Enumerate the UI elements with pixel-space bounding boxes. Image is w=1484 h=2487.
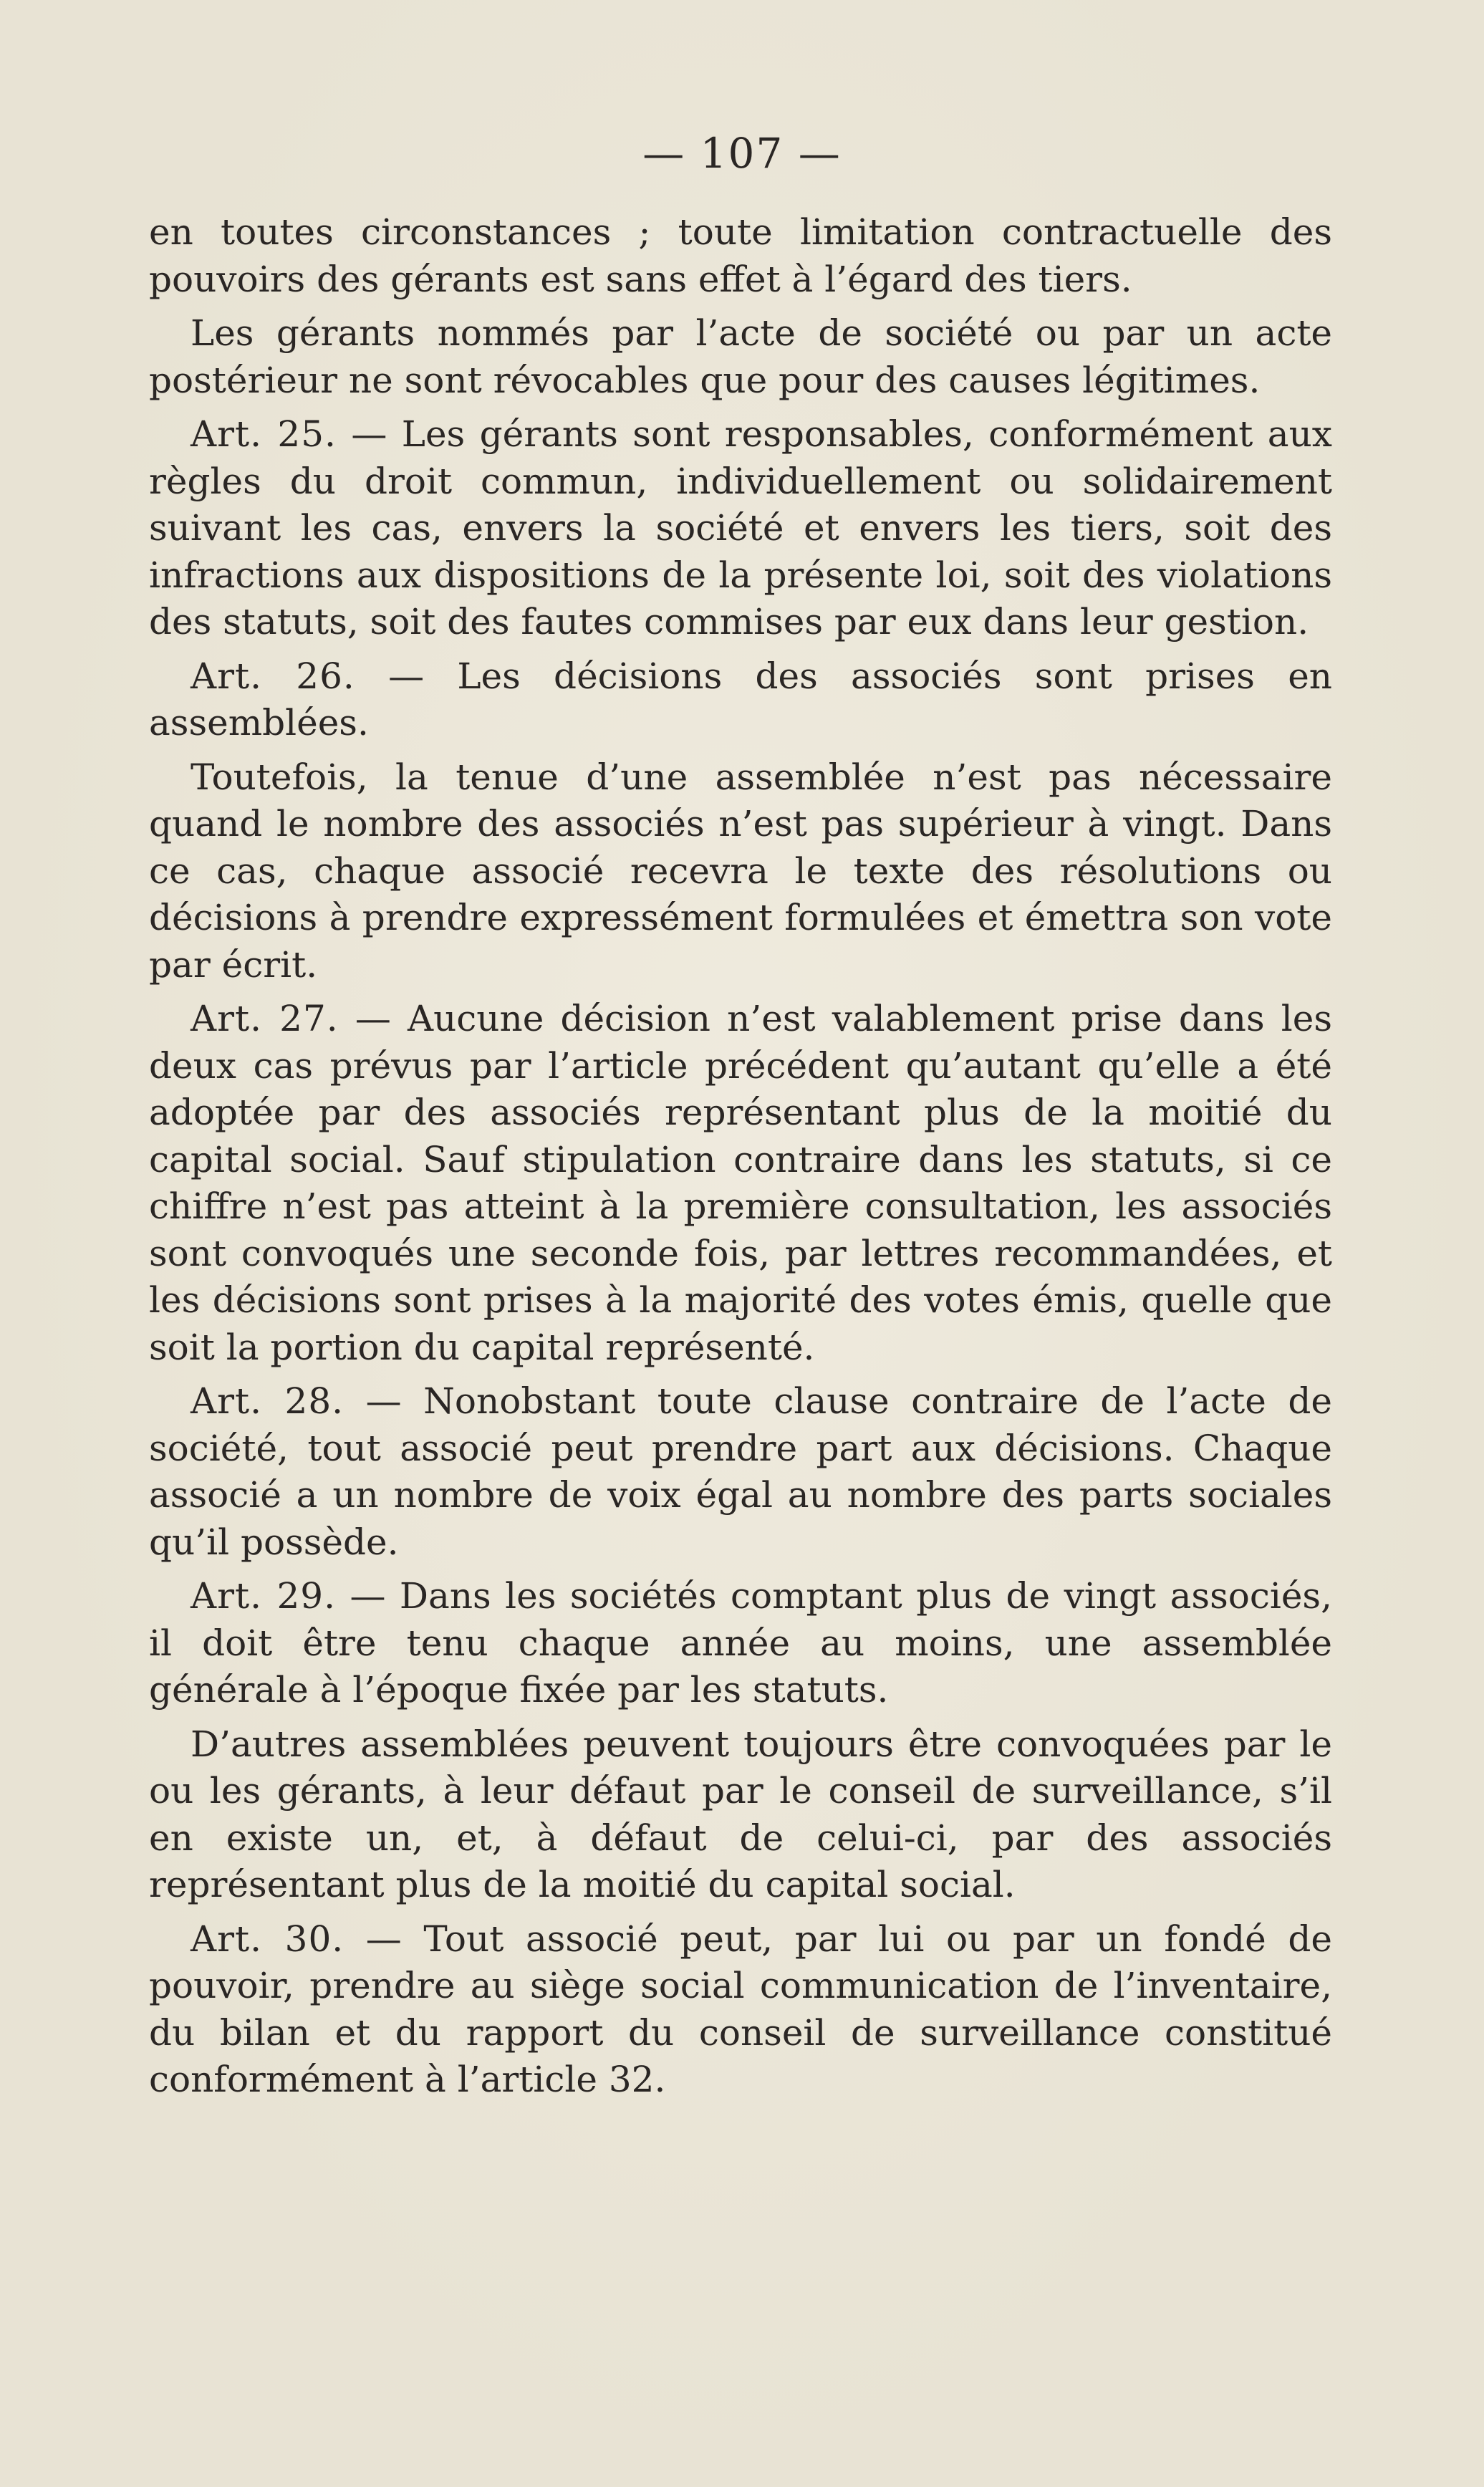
article-number: Art. 26. bbox=[191, 655, 355, 697]
paragraph-text: en toutes circonstances ; toute limitation contractuelle des pouvoirs des gérants est sans effet à l’égard des tiers. bbox=[149, 211, 1332, 300]
article-number: Art. 27. bbox=[191, 998, 339, 1039]
article-29 bbox=[149, 1573, 1332, 1714]
paragraph-text: Toutefois, la tenue d’une assemblée n’est pas nécessaire quand le nombre des associés n’est pas supérieur à vingt. Dans ce cas, chaque associé recevra le texte des résolutions ou décisions à prendre expressément formulées et émettra son vote par écrit. bbox=[149, 756, 1332, 986]
body-text bbox=[149, 209, 1332, 2111]
article-number: Art. 29. bbox=[191, 1575, 336, 1617]
paragraph bbox=[149, 1721, 1332, 1909]
article-27 bbox=[149, 996, 1332, 1371]
article-text: — Tout associé peut, par lui ou par un fondé de pouvoir, prendre au siège social communication de l’inventaire, du bilan et du rapport du conseil de surveillance constitué conformément à l’article 32. bbox=[149, 1918, 1332, 2100]
page-number: — 107 — bbox=[642, 129, 842, 178]
article-text: — Les gérants sont responsables, conformément aux règles du droit commun, individuellement ou solidairement suivant les cas, envers la société et envers les tiers, soit des infractions aux dispositions de la présente loi, soit des violations des statuts, soit des fautes commises par eux dans leur gestion. bbox=[149, 413, 1332, 643]
paragraph bbox=[149, 754, 1332, 989]
article-number: Art. 25. bbox=[191, 413, 337, 455]
article-25 bbox=[149, 411, 1332, 646]
article-28 bbox=[149, 1378, 1332, 1566]
paragraph bbox=[149, 310, 1332, 404]
paragraph-text: D’autres assemblées peuvent toujours être convoquées par le ou les gérants, à leur défaut par le conseil de surveillance, s’il en existe un, et, à défaut de celui-ci, par des associés représentant plus de la moitié du capital social. bbox=[149, 1723, 1332, 1905]
article-text: — Dans les sociétés comptant plus de vingt associés, il doit être tenu chaque année au moins, une assemblée générale à l’époque fixée par les statuts. bbox=[149, 1575, 1332, 1711]
article-text: — Les décisions des associés sont prises en assemblées. bbox=[149, 655, 1333, 744]
article-26 bbox=[149, 653, 1332, 747]
paragraph-continued bbox=[149, 209, 1332, 303]
article-number: Art. 28. bbox=[191, 1380, 344, 1422]
article-text: — Nonobstant toute clause contraire de l’acte de société, tout associé peut prendre part aux décisions. Chaque associé a un nombre de voix égal au nombre des parts sociales qu’il possède. bbox=[149, 1380, 1333, 1563]
paragraph-text: Les gérants nommés par l’acte de société ou par un acte postérieur ne sont révocables que pour des causes légitimes. bbox=[149, 312, 1332, 401]
article-text: — Aucune décision n’est valablement prise dans les deux cas prévus par l’article précédent qu’autant qu’elle a été adoptée par des associés représentant plus de la moitié du capital social. Sauf stipulation contraire dans les statuts, si ce chiffre n’est pas atteint à la première consultation, les associés sont convoqués une seconde fois, par lettres recommandées, et les décisions sont prises à la majorité des votes émis, quelle que soit la portion du capital représenté. bbox=[149, 998, 1333, 1368]
article-number: Art. 30. bbox=[191, 1918, 344, 1960]
article-30 bbox=[149, 1916, 1332, 2104]
